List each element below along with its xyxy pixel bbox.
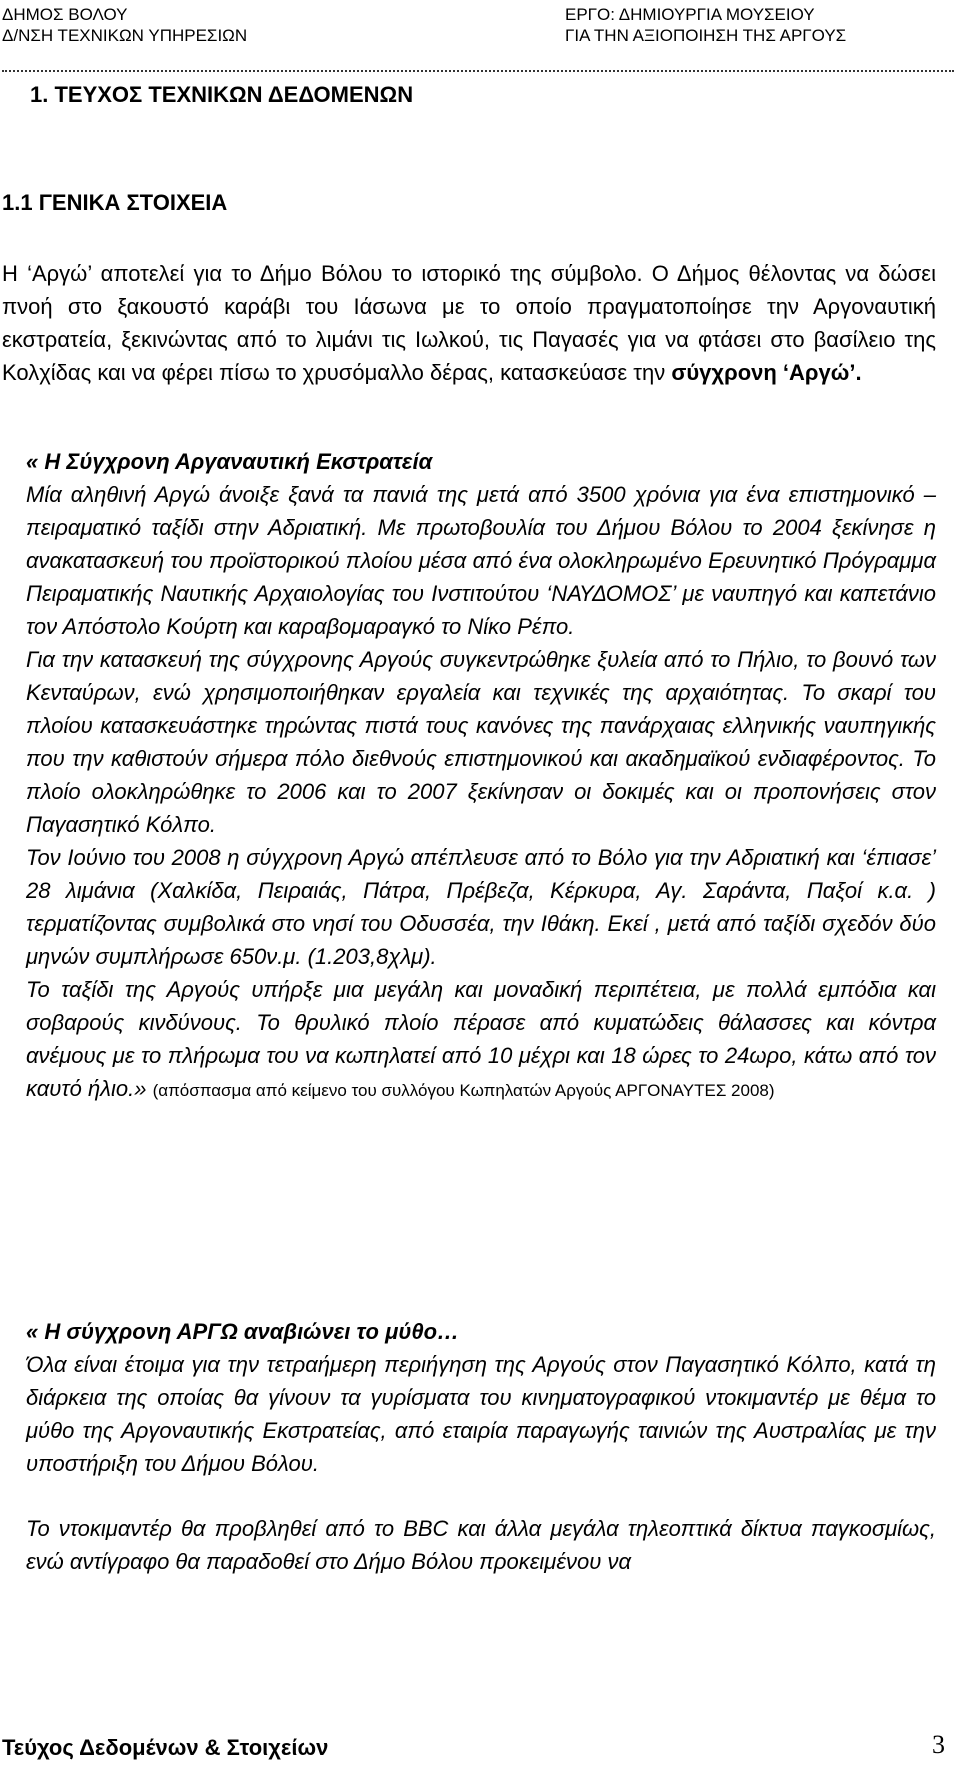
quote1-paragraph-1: Μία αληθινή Αργώ άνοιξε ξανά τα πανιά της μετά από 3500 χρόνια για ένα επιστημονικό – πειραματικό ταξίδι στην Αδριατική. Με πρωτοβουλία του Δήμου Βόλου το 2004 ξεκίνησε η ανακατασκευή του προϊστορικού πλοίου μέσα από ένα ολοκληρωμένο Ερευνητικό Πρόγραμμα Πειραματικής Ναυτικής Αρχαιολογίας του Ινστιτούτου ‘ΝΑΥΔΟΜΟΣ’ με ναυπηγό και καπετάνιο τον Απόστολο Κούρτη και καραβομαραγκό το Νίκο Ρέπο. bbox=[26, 482, 936, 639]
quote1-source: (απόσπασμα από κείμενο του συλλόγου Κωπηλατών Αργούς ΑΡΓΟΝΑΥΤΕΣ 2008) bbox=[152, 1081, 775, 1100]
quote2-paragraph-2: Το ντοκιμαντέρ θα προβληθεί από το BBC και άλλα μεγάλα τηλεοπτικά δίκτυα παγκοσμίως, ενώ αντίγραφο θα παραδοθεί στο Δήμο Βόλου προκειμένου να bbox=[26, 1516, 936, 1574]
header-municipality: ΔΗΜΟΣ ΒΟΛΟΥ bbox=[2, 5, 128, 24]
intro-text: Η ‘Αργώ’ αποτελεί για το Δήμο Βόλου το ιστορικό της σύμβολο. Ο Δήμος θέλοντας να δώσει πνοή στο ξακουστό καράβι του Ιάσωνα με το οποίο πραγματοποίησε την Αργοναυτική εκστρατεία, ξεκινώντας από το λιμάνι τις Ιωλκού, τις Παγασές για να φτάσει στο βασίλειο της Κολχίδας και να φέρει πίσω το χρυσόμαλλο δέρας, κατασκεύασε την bbox=[2, 261, 936, 385]
subsection-title: 1.1 ΓΕΝΙΚΑ ΣΤΟΙΧΕΙΑ bbox=[2, 190, 228, 215]
page-number: 3 bbox=[932, 1730, 945, 1759]
quote2-paragraph-1: Όλα είναι έτοιμα για την τετραήμερη περιήγηση της Αργούς στον Παγασητικό Κόλπο, κατά τη διάρκεια της οποίας θα γίνουν τα γυρίσματα του κινηματογραφικού ντοκιμαντέρ με θέμα το μύθο της Αργοναυτικής Εκστρατείας, από εταιρία παραγωγής ταινιών της Αυστραλίας με την υποστήριξη του Δήμου Βόλου. bbox=[26, 1352, 936, 1476]
header-project: ΕΡΓΟ: ΔΗΜΙΟΥΡΓΙΑ ΜΟΥΣΕΙΟΥ bbox=[565, 5, 815, 24]
intro-paragraph bbox=[2, 257, 936, 389]
header-right bbox=[565, 4, 846, 46]
footer-title: Τεύχος Δεδομένων & Στοιχείων bbox=[2, 1735, 329, 1760]
quote1-paragraph-2: Για την κατασκευή της σύγχρονης Αργούς συγκεντρώθηκε ξυλεία από το Πήλιο, το βουνό των Κενταύρων, ενώ χρησιμοποιήθηκαν εργαλεία και τεχνικές της αρχαιότητας. Το σκαρί του πλοίου κατασκευάστηκε τηρώντας πιστά τους κανόνες της πανάρχαιας ελληνικής ναυπηγικής που την καθιστούν σήμερα πόλο διεθνούς επιστημονικού και ακαδημαϊκού ενδιαφέροντος. Το πλοίο ολοκληρώθηκε το 2006 και το 2007 ξεκίνησαν οι δοκιμές και οι προπονήσεις στον Παγασητικό Κόλπο. bbox=[26, 647, 936, 837]
quote1-paragraph-4 bbox=[26, 973, 936, 1107]
quote-argonautic-expedition bbox=[26, 445, 936, 1107]
header-divider bbox=[2, 70, 954, 72]
section-title: 1. ΤΕΥΧΟΣ ΤΕΧΝΙΚΩΝ ΔΕΔΟΜΕΝΩΝ bbox=[30, 82, 414, 107]
quote1-heading: « Η Σύγχρονη Αργαναυτική Εκστρατεία bbox=[26, 449, 433, 474]
header-left bbox=[2, 4, 247, 46]
header-project-sub: ΓΙΑ ΤΗΝ ΑΞΙΟΠΟΙΗΣΗ ΤΗΣ ΑΡΓΟΥΣ bbox=[565, 26, 847, 45]
header-department: Δ/ΝΣΗ ΤΕΧΝΙΚΩΝ ΥΠΗΡΕΣΙΩΝ bbox=[2, 26, 248, 45]
quote1-paragraph-3: Τον Ιούνιο του 2008 η σύγχρονη Αργώ απέπλευσε από το Βόλο για την Αδριατική και ‘έπιασε’ 28 λιμάνια (Χαλκίδα, Πειραιάς, Πάτρα, Πρέβεζα, Κέρκυρα, Αγ. Σαράντα, Παξοί κ.α. ) τερματίζοντας συμβολικά στο νησί του Οδυσσέα, την Ιθάκη. Εκεί , μετά από ταξίδι σχεδόν δύο μηνών συμπλήρωσε 650ν.μ. (1.203,8χλμ). bbox=[26, 845, 936, 969]
quote2-heading: « Η σύγχρονη ΑΡΓΩ αναβιώνει το μύθο… bbox=[26, 1319, 460, 1344]
quote1-paragraph-4-text: Το ταξίδι της Αργούς υπήρξε μια μεγάλη και μοναδική περιπέτεια, με πολλά εμπόδια και σοβαρούς κινδύνους. Το θρυλικό πλοίο πέρασε από κυματώδεις θάλασσες και κόντρα ανέμους με το πλήρωμα του να κωπηλατεί από 10 μέχρι και 18 ώρες το 24ωρο, κάτω από τον καυτό ήλιο.» bbox=[26, 977, 936, 1101]
page-header bbox=[0, 2, 960, 72]
intro-bold: σύγχρονη ‘Αργώ’. bbox=[671, 360, 862, 385]
paragraph-gap bbox=[26, 1480, 936, 1512]
quote-argo-revives-myth bbox=[26, 1315, 936, 1578]
